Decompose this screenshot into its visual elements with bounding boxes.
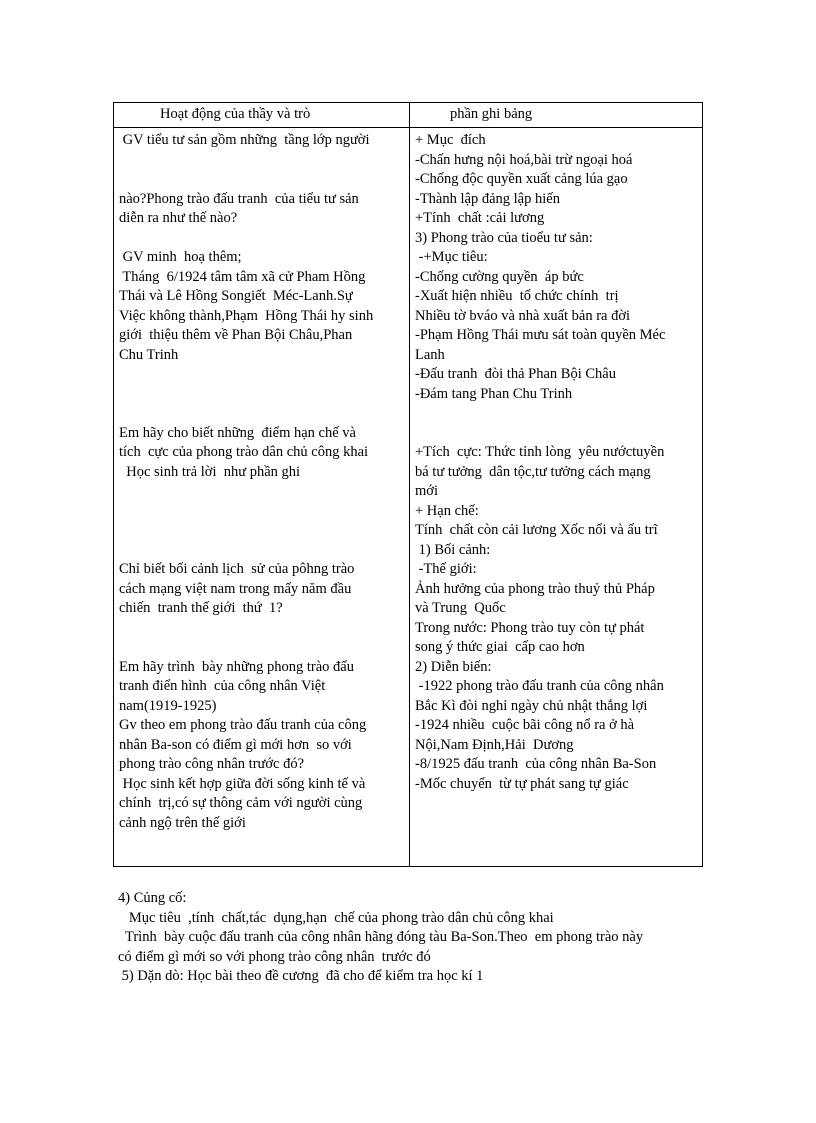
- note-line: Bắc Kì đòi nghỉ ngày chủ nhật thắng lợi: [415, 697, 648, 714]
- header-board-notes: phần ghi bảng: [450, 106, 533, 122]
- activity-line: cách mạng việt nam trong mấy năm đầu: [119, 580, 352, 597]
- note-line: -Mốc chuyển từ tự phát sang tự giác: [415, 775, 629, 792]
- activity-line: nhân Ba-son có điểm gì mới hơn so với: [119, 736, 352, 753]
- activity-line: cảnh ngộ trên thế giới: [119, 814, 246, 831]
- activity-line: Học sinh trả lời như phần ghi: [119, 463, 301, 480]
- note-line: Ảnh hưởng của phong trào thuỷ thủ Pháp: [415, 580, 655, 597]
- header-divider: [114, 127, 702, 128]
- note-line: -Đám tang Phan Chu Trinh: [415, 385, 573, 402]
- activity-line: Việc không thành,Phạm Hồng Thái hy sinh: [119, 307, 374, 324]
- note-line: -Chống độc quyền xuất cảng lúa gạo: [415, 171, 628, 187]
- note-line: 2) Diễn biến:: [415, 658, 492, 675]
- note-line: -Thành lập đảng lập hiến: [415, 190, 560, 207]
- activity-line: chính trị,có sự thông cảm với người cùng: [119, 795, 363, 811]
- activity-line: Em hãy cho biết những điểm hạn chế và: [119, 424, 356, 441]
- column-divider: [409, 103, 410, 866]
- note-line: -1922 phong trào đấu tranh của công nhân: [415, 678, 664, 694]
- activity-line: Tháng 6/1924 tâm tâm xã cử Pham Hồng: [119, 268, 366, 285]
- note-line: -Xuất hiện nhiều tổ chức chính trị: [415, 288, 619, 304]
- activity-line: Em hãy trình bày những phong trào đấu: [119, 658, 354, 675]
- note-line: 1) Bối cảnh:: [415, 541, 491, 558]
- note-line: 3) Phong trào của tioểu tư sản:: [415, 229, 593, 246]
- note-line: + Mục đích: [415, 132, 486, 148]
- consolidation-line: có điểm gì mới so với phong trào công nhân trước đó: [118, 948, 431, 965]
- consolidation-section: [118, 889, 708, 987]
- activity-line: nào?Phong trào đấu tranh của tiểu tư sản: [119, 190, 359, 207]
- note-line: -1924 nhiều cuộc bãi công nổ ra ở hà: [415, 717, 635, 733]
- note-line: +Tính chất :cải lương: [415, 210, 545, 226]
- note-line: -Chống cường quyền áp bức: [415, 268, 584, 285]
- note-line: +Tích cực: Thức tỉnh lòng yêu nướctuyền: [415, 444, 665, 460]
- note-line: Lanh: [415, 346, 445, 363]
- note-line: -Phạm Hồng Thái mưu sát toàn quyền Méc: [415, 327, 666, 343]
- activity-line: Gv theo em phong trào đấu tranh của công: [119, 717, 367, 733]
- activity-line: Chỉ biết bối cảnh lịch sử của pôhng trào: [119, 561, 355, 577]
- activity-column: [119, 131, 404, 833]
- note-line: mới: [415, 483, 438, 499]
- note-line: Tính chất còn cải lương Xốc nổi và ấu trĩ: [415, 522, 658, 538]
- homework-line: 5) Dặn dò: Học bài theo đề cương đã cho để kiểm tra học kí 1: [118, 968, 484, 984]
- activity-line: tích cực của phong trào dân chủ công khai: [119, 444, 369, 460]
- note-line: -Đấu tranh đòi thả Phan Bội Châu: [415, 366, 616, 382]
- note-line: -+Mục tiêu:: [415, 249, 488, 265]
- activity-line: diễn ra như thế nào?: [119, 210, 238, 226]
- activity-line: giới thiệu thêm về Phan Bội Châu,Phan: [119, 327, 353, 343]
- note-line: -Thế giới:: [415, 561, 477, 577]
- activity-line: Học sinh kết hợp giữa đời sống kinh tế và: [119, 775, 366, 792]
- activity-line: tranh điển hình của công nhân Việt: [119, 678, 326, 694]
- note-line: Nhiều tờ bváo và nhà xuất bản ra đời: [415, 307, 631, 324]
- board-notes-column: [415, 131, 701, 794]
- note-line: bá tư tưởng dân tộc,tư tưởng cách mạng: [415, 463, 651, 480]
- note-line: + Hạn chế:: [415, 502, 479, 519]
- activity-line: GV tiểu tư sản gồm những tầng lớp người: [119, 132, 370, 148]
- activity-line: Chu Trinh: [119, 346, 179, 363]
- note-line: -8/1925 đấu tranh của công nhân Ba-Son: [415, 756, 657, 772]
- header-teacher-student-activity: Hoạt động của thầy và trò: [160, 106, 311, 122]
- activity-line: chiến tranh thế giới thứ 1?: [119, 600, 283, 616]
- activity-line: phong trào công nhân trước đó?: [119, 756, 305, 772]
- activity-line: Thái và Lê Hồng Songiết Méc-Lanh.Sự: [119, 288, 353, 304]
- note-line: và Trung Quốc: [415, 600, 506, 616]
- activity-line: nam(1919-1925): [119, 697, 217, 714]
- consolidation-line: Trình bày cuộc đấu tranh của công nhân hãng đóng tàu Ba-Son.Theo em phong trào này: [118, 929, 644, 945]
- consolidation-heading: 4) Củng cố:: [118, 890, 187, 906]
- lesson-table: [113, 102, 703, 867]
- note-line: Trong nước: Phong trào tuy còn tự phát: [415, 619, 645, 636]
- activity-line: GV minh hoạ thêm;: [119, 249, 242, 265]
- note-line: Nội,Nam Định,Hải Dương: [415, 736, 574, 753]
- consolidation-line: Mục tiêu ,tính chất,tác dụng,hạn chế của phong trào dân chủ công khai: [118, 909, 554, 926]
- note-line: song ý thức giai cấp cao hơn: [415, 639, 585, 655]
- note-line: -Chấn hưng nội hoá,bài trừ ngoại hoá: [415, 151, 633, 168]
